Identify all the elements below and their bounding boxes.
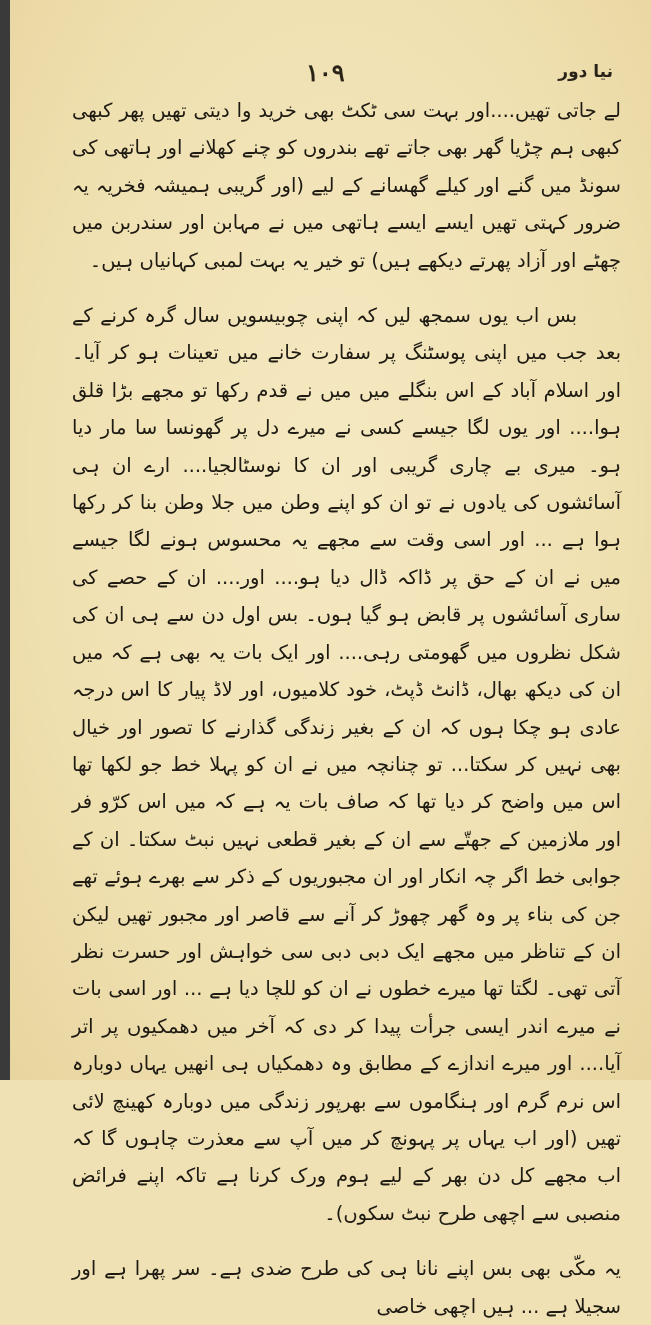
paragraph-1: لے جاتی تھیں....اور بہت سی ٹکٹ بھی خرید وا دیتی تھیں پھر کبھی کبھی ہم چڑیا گھر بھی جاتے تھے بندروں کو چنے کھلانے اور ہاتھی کی سونڈ میں گنے اور کیلے گھسانے کے لیے (اور گریبی ہمیشہ فخریہ یہ ضرور کہتی تھیں ایسے ایسے ہاتھی میں نے مہابن اور سندربن میں چھٹے اور آزاد پھرتے دیکھے ہیں) تو خیر یہ بہت لمبی کہانیاں ہیں۔	[72, 99, 621, 272]
paragraph-3: یہ مکّی بھی بس اپنے نانا ہی کی طرح ضدی ہے۔ سر پھرا ہے اور سجیلا ہے ... ہیں اچھی خاصی	[72, 1257, 621, 1318]
page-number: ۱۰۹	[306, 58, 345, 87]
running-head-title: نیا دور	[558, 62, 613, 82]
paragraph-2: بس اب یوں سمجھ لیں کہ اپنی چوبیسویں سال گرہ کرنے کے بعد جب میں اپنی پوسٹنگ پر سفارت خانے میں تعینات ہو کر آیا۔ اور اسلام آباد کے اس بنگلے میں میں نے قدم رکھا تو مجھے بڑا قلق ہوا.... اور یوں لگا جیسے کسی نے میرے دل پر گھونسا سا مار دیا ہو۔ میری بے چاری گریبی اور ان کا نوسٹالجیا.... ارے ان ہی آسائشوں کی یادوں نے تو ان کو اپنے وطن میں جلا وطن بنا کر رکھا ہوا ہے ... اور اسی وقت سے مجھے یہ محسوس ہونے لگا جیسے میں نے ان کے حق پر ڈاکہ ڈال دیا ہو.... اور.... ان کے حصے کی ساری آسائشوں پر قابض ہو گیا ہوں۔ بس اول دن سے ہی ان کی شکل نظروں میں گھومتی رہی.... اور ایک بات یہ بھی ہے کہ میں ان کی دیکھ بھال، ڈانٹ ڈپٹ، خود کلامیوں، اور لاڈ پیار کا اس درجہ عادی ہو چکا ہوں کہ ان کے بغیر زندگی گذارنے کا تصور اور خیال بھی نہیں کر سکتا... تو چنانچہ میں نے ان کو پہلا خط جو لکھا تھا اس میں واضح کر دیا تھا کہ صاف بات یہ ہے کہ میں اس کرّو فر اور ملازمین کے جھتّے سے ان کے بغیر قطعی نہیں نبٹ سکتا۔ ان کے جوابی خط اگر چہ انکار اور ان مجبوریوں کے ذکر سے بھرے ہوئے تھے جن کی بناء پر وہ گھر چھوڑ کر آنے سے قاصر اور مجبور تھیں لیکن ان کے تناظر میں مجھے ایک دبی دبی سی خواہش اور حسرت نظر آتی تھی۔ لگتا تھا میرے خطوں نے ان کو للچا دیا ہے ... اور اسی بات نے میرے اندر ایسی جرأت پیدا کر دی کہ آخر میں دھمکیوں پر اتر آیا.... اور میرے اندازے کے مطابق وہ دھمکیاں ہی انھیں یہاں دوبارہ اس نرم گرم اور ہنگاموں سے بھرپور زندگی میں دوبارہ کھینچ لائی تھیں (اور اب یہاں پر پہونچ کر میں آپ سے معذرت چاہوں گا کہ اب مجھے کل دن بھر کے لیے ہوم ورک کرنا ہے تاکہ اپنے فرائض منصبی سے اچھی طرح نبٹ سکوں)۔	[72, 304, 621, 1225]
body-text	[72, 92, 621, 1325]
